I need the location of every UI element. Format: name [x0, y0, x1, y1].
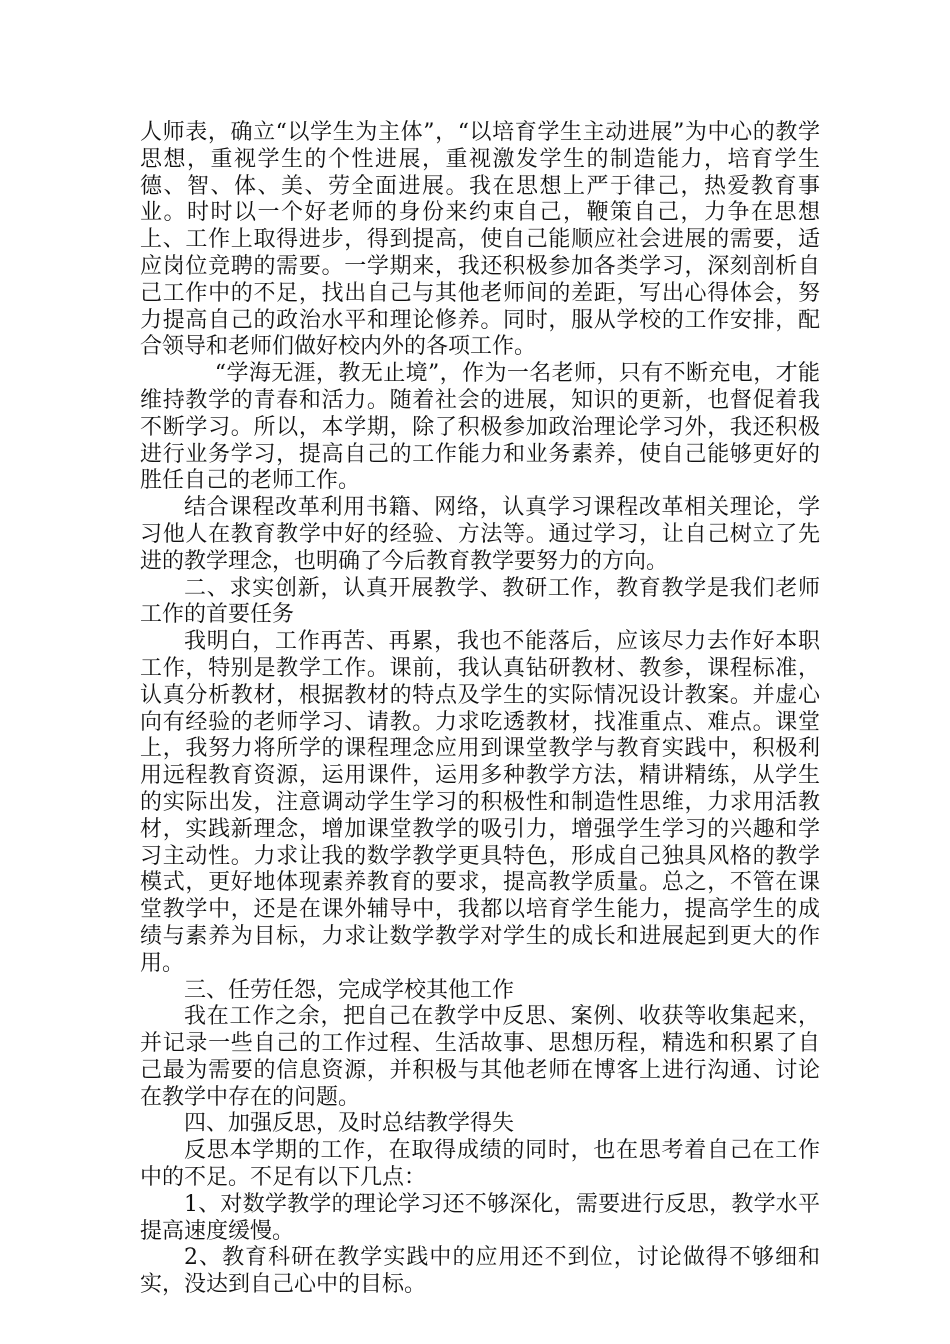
paragraph-continued-intro: 人师表，确立“以学生为主体”，“以培育学生主动进展”为中心的教学思想，重视学生的个性进展，重视激发学生的制造能力，培育学生德、智、体、美、劳全面进展。我在思想上严于律己，热爱教育事业。时时以一个好老师的身份来约束自己，鞭策自己，力争在思想上、工作上取得进步，得到提高，使自己能顺应社会进展的需要，适应岗位竞聘的需要。一学期来，我还积极参加各类学习，深刻剖析自己工作中的不足，找出自己与其他老师间的差距，写出心得体会，努力提高自己的政治水平和理论修养。同时，服从学校的工作安排，配合领导和老师们做好校内外的各项工作。 — [140, 120, 820, 360]
paragraph-reflection: 反思本学期的工作，在取得成绩的同时，也在思考着自己在工作中的不足。不足有以下几点： — [140, 1138, 820, 1191]
list-item-shortcoming-1: 1、对数学教学的理论学习还不够深化，需要进行反思，教学水平提高速度缓慢。 — [140, 1191, 820, 1244]
section-heading-three: 三、任劳任怨，完成学校其他工作 — [184, 977, 515, 1003]
list-item-shortcoming-2: 2、教育科研在教学实践中的应用还不到位，讨论做得不够细和实，没达到自己心中的目标。 — [140, 1245, 820, 1298]
section-heading-two: 二、求实创新，认真开展教学、教研工作，教育教学是我们老师工作的首要任务 — [140, 575, 820, 628]
document-body — [140, 120, 820, 1299]
paragraph-other-work: 我在工作之余，把自己在教学中反思、案例、收获等收集起来，并记录一些自己的工作过程、生活故事、思想历程，精选和积累了自己最为需要的信息资源，并积极与其他老师在博客上进行沟通、讨论在教学中存在的问题。 — [140, 1004, 820, 1110]
paragraph-curriculum-reform: 结合课程改革利用书籍、网络，认真学习课程改革相关理论，学习他人在教育教学中好的经验、方法等。通过学习，让自己树立了先进的教学理念，也明确了今后教育教学要努力的方向。 — [140, 495, 820, 574]
section-heading-four: 四、加强反思，及时总结教学得失 — [184, 1111, 515, 1137]
paragraph-continuous-learning: “学海无涯，教无止境”，作为一名老师，只有不断充电，才能维持教学的青春和活力。随着社会的进展，知识的更新，也督促着我不断学习。所以，本学期，除了积极参加政治理论学习外，我还积极进行业务学习，提高自己的工作能力和业务素养，使自己能够更好的胜任自己的老师工作。 — [140, 361, 820, 494]
paragraph-teaching-work: 我明白，工作再苦、再累，我也不能落后，应该尽力去作好本职工作，特别是教学工作。课前，我认真钻研教材、教参，课程标准，认真分析教材，根据教材的特点及学生的实际情况设计教案。并虚心向有经验的老师学习、请教。力求吃透教材，找准重点、难点。课堂上，我努力将所学的课程理念应用到课堂教学与教育实践中，积极利用远程教育资源，运用课件，运用多种教学方法，精讲精练，从学生的实际出发，注意调动学生学习的积极性和制造性思维，力求用活教材，实践新理念，增加课堂教学的吸引力，增强学生学习的兴趣和学习主动性。力求让我的数学教学更具特色，形成自己独具风格的教学模式，更好地体现素养教育的要求，提高教学质量。总之，不管在课堂教学中，还是在课外辅导中，我都以培育学生能力，提高学生的成绩与素养为目标，力求让数学教学对学生的成长和进展起到更大的作用。 — [140, 629, 820, 976]
